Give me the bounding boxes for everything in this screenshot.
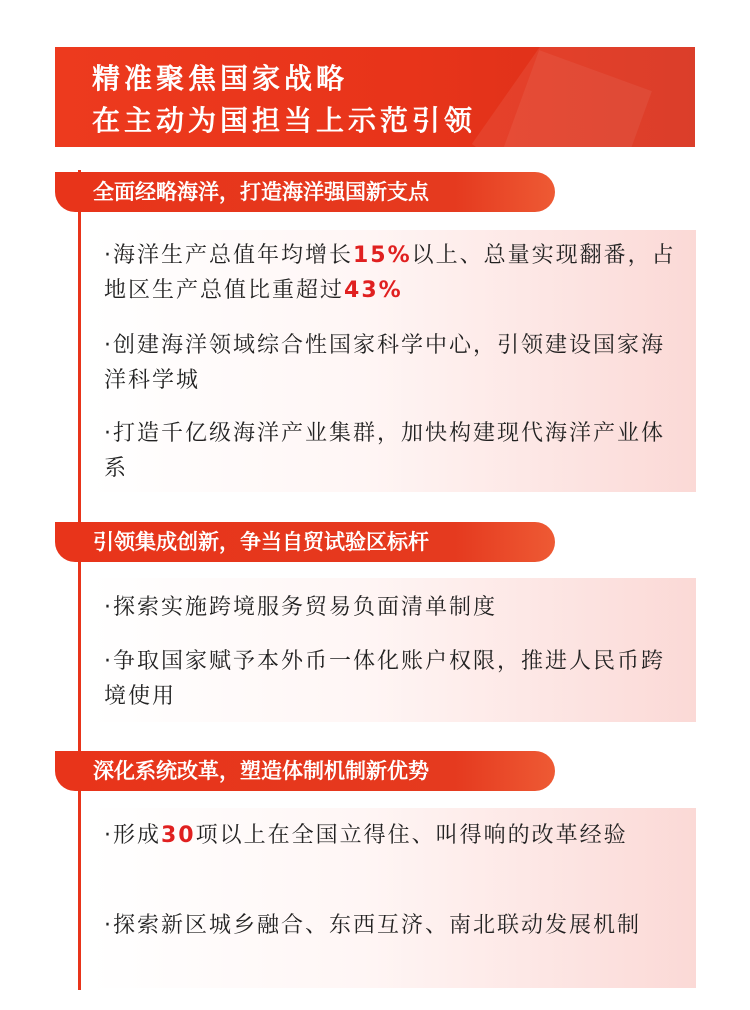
list-item: ·海洋生产总值年均增长15%以上、总量实现翻番，占地区生产总值比重超过43% [104,243,676,303]
highlight-value: 43% [344,278,403,303]
section-title-2: 引领集成创新，争当自贸试验区标杆 [55,522,555,562]
highlight-value: 15% [353,243,412,268]
list-item: ·争取国家赋予本外币一体化账户权限，推进人民币跨境使用 [104,649,665,709]
section-panel-1 [90,230,696,492]
section-panel-2 [90,578,696,722]
section-title-1: 全面经略海洋，打造海洋强国新支点 [55,172,555,212]
section-panel-3 [90,808,696,988]
header-banner [55,47,695,147]
list-item: ·探索新区城乡融合、东西互济、南北联动发展机制 [104,913,641,938]
timeline-line [78,170,81,990]
list-item: ·探索实施跨境服务贸易负面清单制度 [104,595,497,620]
banner-title-line-2: 在主动为国担当上示范引领 [92,104,477,137]
list-item: ·形成30项以上在全国立得住、叫得响的改革经验 [104,823,628,848]
section-title-3: 深化系统改革，塑造体制机制新优势 [55,751,555,791]
banner-title-line-1: 精准聚焦国家战略 [92,62,349,95]
highlight-value: 30 [161,823,196,848]
list-item: ·创建海洋领域综合性国家科学中心，引领建设国家海洋科学城 [104,333,665,393]
list-item: ·打造千亿级海洋产业集群，加快构建现代海洋产业体系 [104,421,665,481]
